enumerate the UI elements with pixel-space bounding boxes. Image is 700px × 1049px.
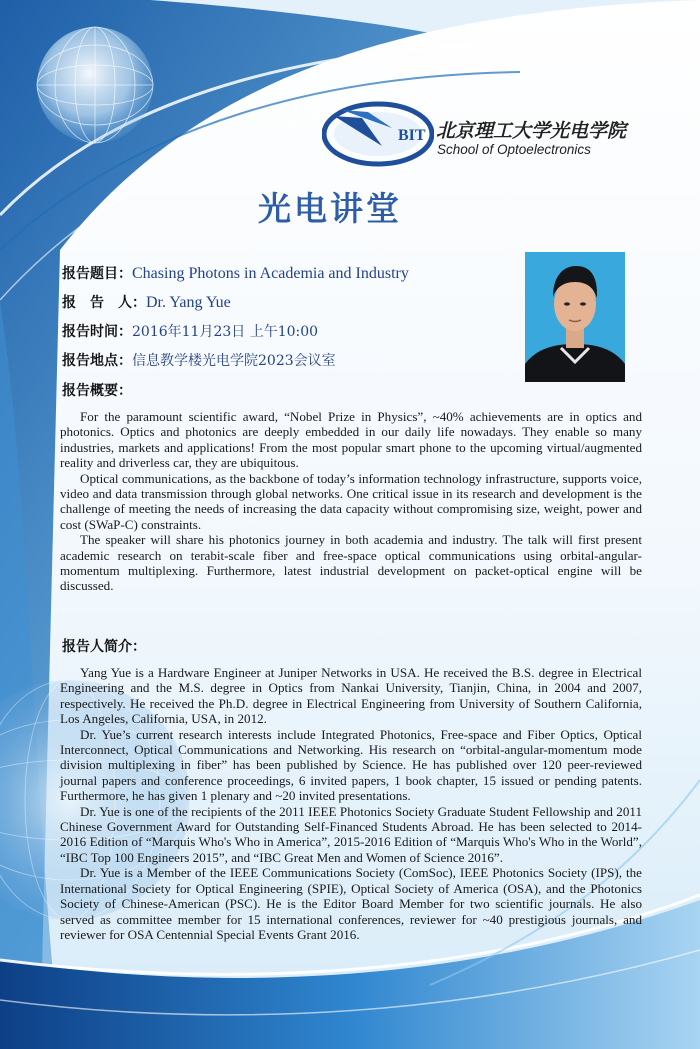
bio-paragraph: Dr. Yue is one of the recipients of the 2011 IEEE Photonics Society Graduate Student Fellowship and 2011 Chinese Government Award for Outstanding Self-Financed Students Abroad. He has been selected to 2014-2016 Edition of “Marquis Who's Who in America”, 2015-2016 Edition of “Marquis Who's Who in the World”, “IBC Top 100 Engineers 2015”, and “IBC Great Men and Women of Science 2016”. [60,803,642,865]
bio-text [60,665,642,942]
abstract-paragraph: Optical communications, as the backbone of today’s information technology infrastructure, supports voice, video and data transmission through global networks. One critical issue in its research and development is the challenge of meeting the needs of increasing the data capacity without compromising size, weight, power and cost (SWaP-C) constraints. [60,470,642,532]
logo-text: BIT [398,127,426,144]
info-row-topic [62,263,409,287]
info-value-topic: Chasing Photons in Academia and Industry [132,265,409,282]
university-name-cn: 北京理工大学光电学院 [436,120,627,142]
info-row-time [62,321,318,345]
info-label: 报告地点： [62,353,132,369]
abstract-paragraph: For the paramount scientific award, “Nobel Prize in Physics”, ~40% achievements are in optics and photonics. Optics and photonics are deeply embedded in our daily life nowadays. They enable so many industries, markets and applications! From the most popular smart phone to the upcoming virtual/augmented reality and driverless car, they are ubiquitous. [60,409,642,471]
info-label: 报 告 人： [62,295,146,311]
info-row-speaker [62,292,231,316]
info-label: 报告时间： [62,324,132,340]
info-row-location [62,350,336,374]
abstract-heading: 报告概要： [62,383,132,399]
abstract-paragraph: The speaker will share his photonics journey in both academia and industry. The talk will first present academic research on terabit-scale fiber and free-space optical communications using orbital-angular-momentum multiplexing. Furthermore, latest industrial development on packet-optical engine will be discussed. [60,532,642,594]
bio-paragraph: Dr. Yue’s current research interests include Integrated Photonics, Free-space and Fiber Optics, Optical Interconnect, Optical Communications and Networking. His research on “orbital-angular-momentum mode division multiplexing in fiber” has been published by Science. He has published over 120 peer-reviewed journal papers and conference proceedings, 6 invited papers, 1 book chapter, 15 issued or pending patents. Furthermore, he has given 1 plenary and ~20 invited presentations. [60,726,642,804]
bio-paragraph: Yang Yue is a Hardware Engineer at Juniper Networks in USA. He received the B.S. degree in Electrical Engineering and the M.S. degree in Optics from Nankai University, Tianjin, China, in 2004 and 2007, respectively. He received the Ph.D. degree in Electrical Engineering from University of Southern California, Los Angeles, California, USA, in 2012. [60,665,642,727]
bio-heading: 报告人简介： [62,639,146,655]
abstract-text [60,409,642,594]
info-value-location: 信息教学楼光电学院2023会议室 [132,353,336,369]
speaker-photo [525,252,625,382]
info-label: 报告题目： [62,266,132,282]
info-value-speaker: Dr. Yang Yue [146,294,231,311]
bit-logo [322,98,434,168]
info-value-time: 2016年11月23日 上午10:00 [132,324,319,340]
bio-paragraph: Dr. Yue is a Member of the IEEE Communications Society (ComSoc), IEEE Photonics Society (IPS), the International Society for Optical Engineering (SPIE), Optical Society of America (OSA), and the Photonics Society of Chinese-American (PSC). He is the Editor Board Member for two scientific journals. He also served as committee member for 15 international conferences, reviewer for ~40 prestigious journals, and reviewer for OSA Centennial Special Events Grant 2016. [60,865,642,942]
lecture-title: 光电讲堂 [258,189,402,228]
school-name-en: School of Optoelectronics [437,142,591,157]
